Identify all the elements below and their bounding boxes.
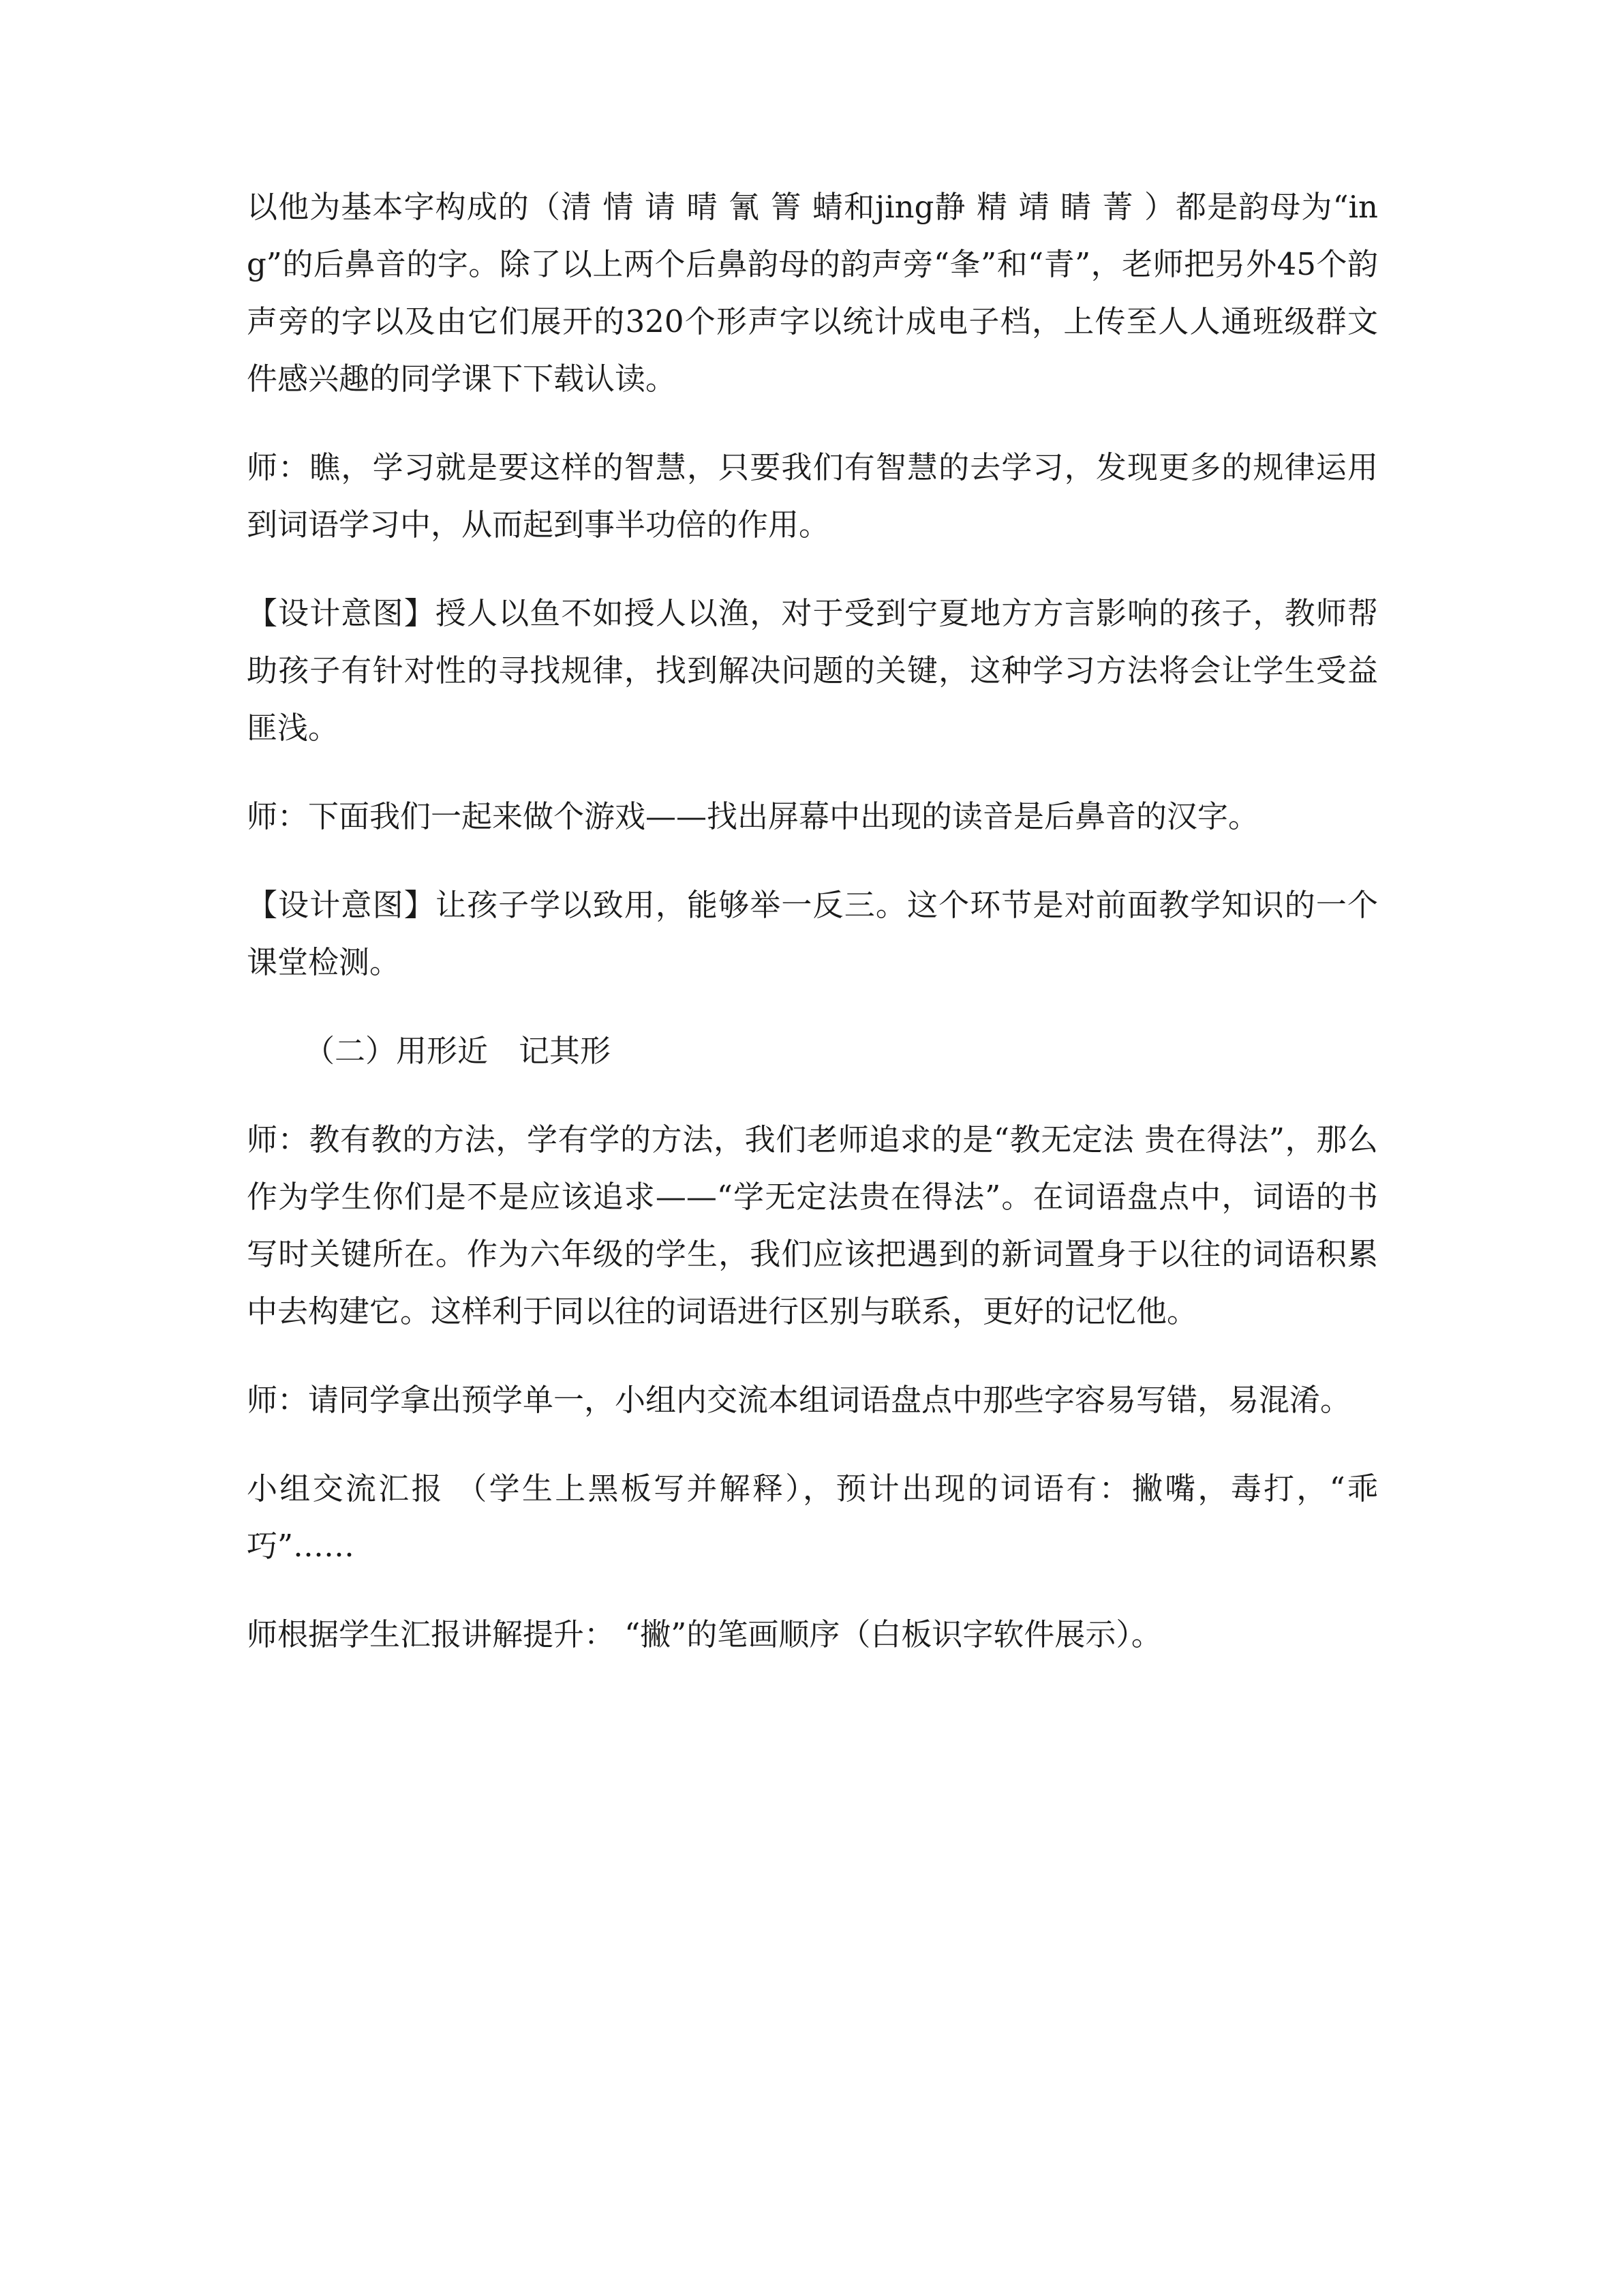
paragraph-group-report: 小组交流汇报 （学生上黑板写并解释），预计出现的词语有：撇嘴，毒打，“乖巧”……: [247, 1470, 1378, 1564]
paragraph-design-intent-2: 【设计意图】让孩子学以致用，能够举一反三。这个环节是对前面教学知识的一个课堂检测。: [247, 887, 1378, 980]
paragraph-rhyme-characters: 以他为基本字构成的（清 情 请 晴 氰 箐 蜻和jing静 精 靖 睛 菁 ）都是韵母为“ing”的后鼻音的字。除了以上两个后鼻韵母的韵声旁“夆”和“青”，老师把另外45个韵声旁的字以及由它们展开的320个形声字以统计成电子档，上传至人人通班级群文件感兴趣的同学课下下载认读。: [247, 189, 1378, 397]
paragraph-stroke-order: 师根据学生汇报讲解提升： “撇”的笔画顺序（白板识字软件展示）。: [247, 1616, 1162, 1652]
paragraph-teaching-method: 师：教有教的方法，学有学的方法，我们老师追求的是“教无定法 贵在得法”，那么作为学生你们是不是应该追求——“学无定法贵在得法”。在词语盘点中，词语的书写时关键所在。作为六年级的学生，我们应该把遇到的新词置身于以往的词语积累中去构建它。这样利于同以往的词语进行区别与联系，更好的记忆他。: [247, 1121, 1378, 1329]
paragraph-design-intent-1: 【设计意图】授人以鱼不如授人以渔，对于受到宁夏地方方言影响的孩子，教师帮助孩子有针对性的寻找规律，找到解决问题的关键，这种学习方法将会让学生受益匪浅。: [247, 595, 1378, 746]
paragraph-teacher-game: 师：下面我们一起来做个游戏——找出屏幕中出现的读音是后鼻音的汉字。: [247, 798, 1259, 834]
section-heading-2: （二）用形近 记其形: [304, 1033, 611, 1069]
paragraph-teacher-wisdom: 师：瞧，学习就是要这样的智慧，只要我们有智慧的去学习，发现更多的规律运用到词语学习中，从而起到事半功倍的作用。: [247, 449, 1378, 543]
document-body: [247, 179, 1378, 1695]
paragraph-pre-study-sheet: 师：请同学拿出预学单一，小组内交流本组词语盘点中那些字容易写错，易混淆。: [247, 1382, 1351, 1418]
